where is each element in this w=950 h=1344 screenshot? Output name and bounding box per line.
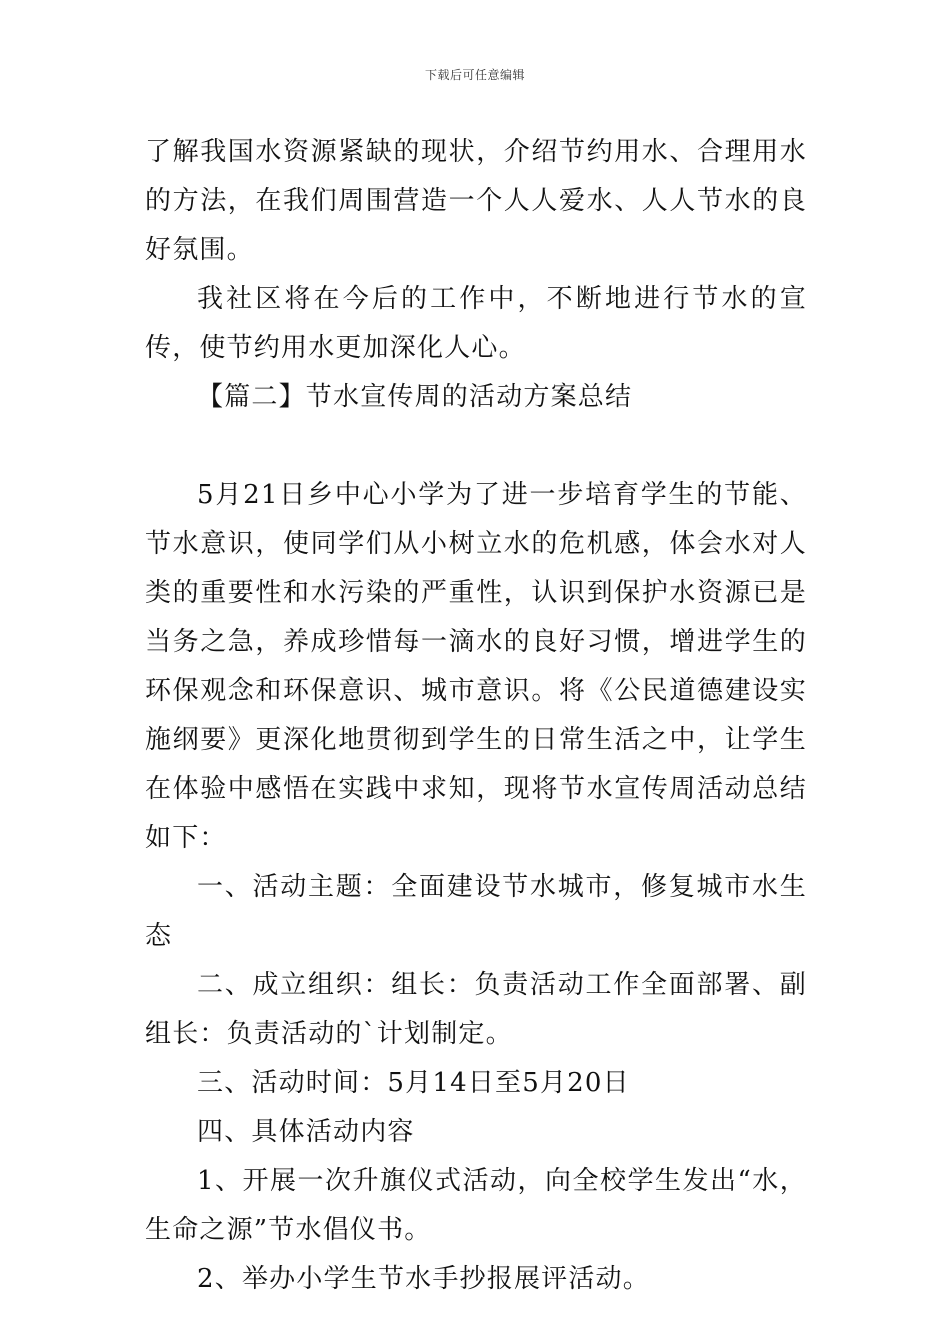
paragraph-organization: 二、成立组织：组长：负责活动工作全面部署、副组长：负责活动的`计划制定。 [145,970,807,1049]
document-body [145,128,807,1304]
paragraph-intro-continuation: 了解我国水资源紧缺的现状，介绍节约用水、合理用水的方法，在我们周围营造一个人人爱水、人人节水的良好氛围。 [145,137,807,265]
paragraph-activity-content-heading: 四、具体活动内容 [197,1117,415,1147]
page-header-note: 下载后可任意编辑 [424,68,525,82]
paragraph-activity-theme: 一、活动主题：全面建设节水城市，修复城市水生态 [145,872,807,951]
paragraph-item-2: 2、举办小学生节水手抄报展评活动。 [197,1264,650,1294]
paragraph-activity-time: 三、活动时间：5月14日至5月20日 [197,1068,630,1098]
paragraph-community-plan: 我社区将在今后的工作中，不断地进行节水的宣传，使节约用水更加深化人心。 [145,284,807,363]
paragraph-summary-intro: 5月21日乡中心小学为了进一步培育学生的节能、节水意识，使同学们从小树立水的危机感，体会水对人类的重要性和水污染的严重性，认识到保护水资源已是当务之急，养成珍惜每一滴水的良好习惯，增进学生的环保观念和环保意识、城市意识。将《公民道德建设实施纲要》更深化地贯彻到学生的日常生活之中，让学生在体验中感悟在实践中求知，现将节水宣传周活动总结如下： [145,480,807,853]
paragraph-item-1: 1、开展一次升旗仪式活动，向全校学生发出“水，生命之源”节水倡仪书。 [145,1166,807,1245]
section-title-part-two: 【篇二】节水宣传周的活动方案总结 [197,382,633,412]
